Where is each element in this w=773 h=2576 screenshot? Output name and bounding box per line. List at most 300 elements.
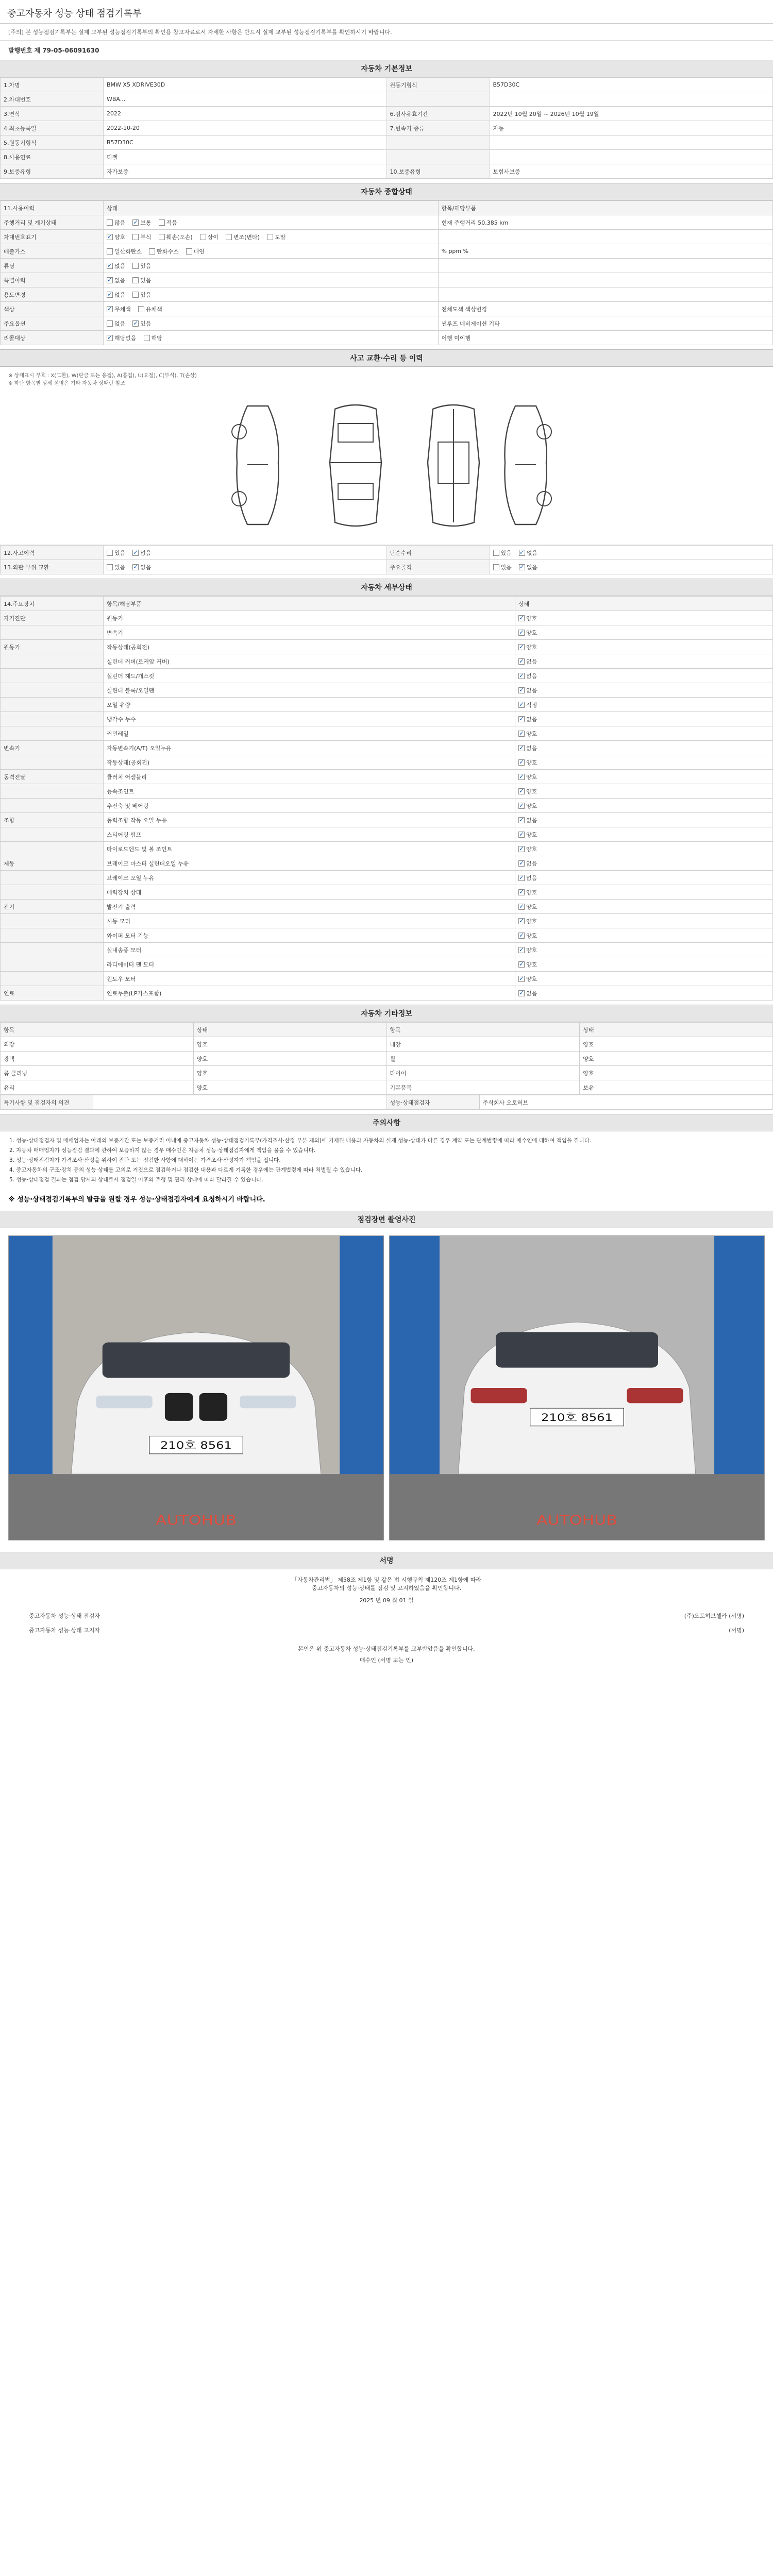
overall-state bbox=[104, 215, 439, 230]
checkbox-icon[interactable] bbox=[518, 889, 525, 895]
note-item: 3. 성능·상태점검자가 가격조사·산정을 위하여 진단 또는 점검한 사항에 대하여는 가격조사·산정자가 책임을 집니다. bbox=[9, 1157, 281, 1163]
checkbox-icon[interactable] bbox=[132, 550, 139, 556]
detail-item: 배력장치 상태 bbox=[104, 885, 515, 900]
overall-option[interactable] bbox=[107, 247, 142, 256]
checkbox-icon[interactable] bbox=[132, 292, 139, 298]
detail-header: 상태 bbox=[515, 597, 773, 611]
other-header: 상태 bbox=[193, 1023, 386, 1037]
checkbox-icon[interactable] bbox=[107, 292, 113, 298]
accident-row bbox=[1, 560, 773, 574]
basic-row bbox=[1, 121, 773, 135]
overall-state bbox=[104, 287, 439, 302]
detail-group: 전기 bbox=[1, 900, 104, 914]
overall-note: % ppm % bbox=[438, 244, 773, 259]
detail-item: 자동변속기(A/T) 오일누유 bbox=[104, 741, 515, 755]
checkbox-icon[interactable] bbox=[107, 550, 113, 556]
overall-option[interactable] bbox=[107, 262, 125, 270]
checkbox-icon[interactable] bbox=[518, 846, 525, 852]
option-label: 해당없음 bbox=[114, 334, 137, 342]
detail-option[interactable] bbox=[518, 802, 537, 810]
sig-notifier-row bbox=[8, 1623, 765, 1637]
checkbox-icon[interactable] bbox=[493, 564, 499, 570]
basic-value: B57D30C bbox=[490, 78, 773, 92]
accident-option[interactable] bbox=[107, 563, 125, 571]
checkbox-icon[interactable] bbox=[159, 234, 165, 240]
detail-state bbox=[515, 741, 773, 755]
checkbox-icon[interactable] bbox=[138, 306, 144, 312]
note-item: 1. 성능·상태점검자 및 매매업자는 아래의 보증기간 또는 보증거리 이내에 중고자동차 성능·상태점검기록부(가격조사·산정 부분 제외)에 기재된 내용과 자동차의 실제 성능·상태가 다른 경우 계약 또는 관계법령에 따라 매수인에 대하여 책임을 집니다. bbox=[9, 1138, 592, 1144]
option-label: 없음 bbox=[114, 262, 126, 269]
overall-note: 이행 미이행 bbox=[438, 331, 773, 345]
checkbox-icon[interactable] bbox=[107, 248, 113, 255]
basic-label: 2.차대번호 bbox=[1, 92, 104, 107]
option-label: 훼손(오손) bbox=[166, 233, 193, 241]
overall-option[interactable] bbox=[138, 305, 162, 313]
detail-item: 클러치 어셈블리 bbox=[104, 770, 515, 784]
overall-state bbox=[104, 244, 439, 259]
basic-row bbox=[1, 78, 773, 92]
overall-option[interactable] bbox=[186, 247, 205, 256]
detail-state-label: 양호 bbox=[526, 643, 537, 651]
overall-option[interactable] bbox=[149, 247, 179, 256]
checkbox-icon[interactable] bbox=[518, 990, 525, 996]
other-cell: 양호 bbox=[193, 1037, 386, 1052]
car-bottom-view-icon bbox=[417, 401, 490, 530]
checkbox-icon[interactable] bbox=[519, 564, 525, 570]
detail-state-label: 양호 bbox=[526, 788, 537, 795]
detail-option[interactable] bbox=[518, 643, 537, 651]
detail-state bbox=[515, 755, 773, 770]
detail-item: 실린더 블록/오일팬 bbox=[104, 683, 515, 698]
detail-state-label: 양호 bbox=[526, 961, 537, 968]
basic-value: B57D30C bbox=[104, 135, 387, 150]
checkbox-icon[interactable] bbox=[144, 335, 150, 341]
option-label: 보통 bbox=[140, 219, 152, 226]
checkbox-icon[interactable] bbox=[132, 263, 139, 269]
detail-state bbox=[515, 669, 773, 683]
detail-row bbox=[1, 986, 773, 1001]
checkbox-icon[interactable] bbox=[107, 219, 113, 226]
rear-photo bbox=[389, 1235, 765, 1540]
checkbox-icon[interactable] bbox=[518, 860, 525, 867]
detail-option[interactable] bbox=[518, 657, 537, 666]
option-label: 부식 bbox=[140, 233, 152, 241]
overall-option[interactable] bbox=[226, 233, 260, 241]
accident-option[interactable] bbox=[519, 563, 537, 571]
detail-group bbox=[1, 625, 104, 640]
other-cell: 휠 bbox=[386, 1052, 580, 1066]
detail-state-label: 양호 bbox=[526, 946, 537, 954]
overall-row bbox=[1, 331, 773, 345]
detail-state bbox=[515, 900, 773, 914]
notice-text: [주의] 본 성능점검기록부는 실제 교부된 성능점검기록부의 확인용 참고자료로서 자세한 사항은 반드시 실제 교부된 성능점검기록부를 확인하시기 바랍니다. bbox=[0, 24, 773, 41]
detail-state bbox=[515, 871, 773, 885]
detail-state-label: 양호 bbox=[526, 802, 537, 809]
detail-row bbox=[1, 770, 773, 784]
overall-state bbox=[104, 331, 439, 345]
page-title: 중고자동차 성능 상태 점검기록부 bbox=[0, 0, 773, 24]
overall-option[interactable] bbox=[267, 233, 285, 241]
detail-group: 조향 bbox=[1, 813, 104, 827]
detail-option[interactable] bbox=[518, 831, 537, 839]
other-cell: 양호 bbox=[193, 1080, 386, 1095]
detail-state bbox=[515, 813, 773, 827]
basic-label: 8.사용연료 bbox=[1, 150, 104, 164]
detail-item: 연료누출(LP가스포함) bbox=[104, 986, 515, 1001]
checkbox-icon[interactable] bbox=[518, 817, 525, 823]
checkbox-icon[interactable] bbox=[518, 875, 525, 881]
detail-state bbox=[515, 928, 773, 943]
overall-row bbox=[1, 273, 773, 287]
detail-table bbox=[0, 596, 773, 1001]
detail-state-label: 양호 bbox=[526, 932, 537, 939]
other-cell: 유리 bbox=[1, 1080, 194, 1095]
overall-header-row bbox=[1, 201, 773, 215]
detail-state bbox=[515, 654, 773, 669]
checkbox-icon[interactable] bbox=[518, 687, 525, 693]
option-label: 탄화수소 bbox=[157, 248, 179, 255]
overall-option[interactable] bbox=[107, 218, 125, 227]
checkbox-icon[interactable] bbox=[518, 630, 525, 636]
accident-option[interactable] bbox=[493, 549, 512, 557]
checkbox-icon[interactable] bbox=[518, 933, 525, 939]
other-row bbox=[1, 1052, 773, 1066]
overall-row bbox=[1, 316, 773, 331]
detail-item: 커먼레일 bbox=[104, 726, 515, 741]
checkbox-icon[interactable] bbox=[518, 759, 525, 766]
basic-value: 디젤 bbox=[104, 150, 387, 164]
detail-row bbox=[1, 842, 773, 856]
basic-row bbox=[1, 135, 773, 150]
detail-group bbox=[1, 669, 104, 683]
detail-item: 냉각수 누수 bbox=[104, 712, 515, 726]
detail-option[interactable] bbox=[518, 758, 537, 767]
option-label: 상이 bbox=[207, 233, 219, 241]
basic-value: 자가보증 bbox=[104, 164, 387, 179]
detail-item: 실린더 헤드/개스킷 bbox=[104, 669, 515, 683]
basic-row bbox=[1, 164, 773, 179]
other-row bbox=[1, 1080, 773, 1095]
basic-value: 2022 bbox=[104, 107, 387, 121]
detail-state bbox=[515, 770, 773, 784]
basic-value: 자동 bbox=[490, 121, 773, 135]
notifier-value: (서명) bbox=[729, 1627, 744, 1634]
accident-label: 주요골격 bbox=[386, 560, 490, 574]
checkbox-icon[interactable] bbox=[518, 904, 525, 910]
detail-state bbox=[515, 986, 773, 1001]
detail-row bbox=[1, 683, 773, 698]
detail-option[interactable] bbox=[518, 874, 537, 882]
checkbox-icon[interactable] bbox=[493, 550, 499, 556]
detail-option[interactable] bbox=[518, 686, 537, 694]
note-item: 4. 중고자동차의 구조·장치 등의 성능·상태를 고의로 거짓으로 점검하거나 점검한 내용과 다르게 기록한 경우에는 관계법령에 따라 처벌될 수 있습니다. bbox=[9, 1167, 363, 1173]
detail-option[interactable] bbox=[518, 931, 537, 940]
detail-row bbox=[1, 654, 773, 669]
checkbox-icon[interactable] bbox=[186, 248, 192, 255]
detail-row bbox=[1, 856, 773, 871]
detail-item: 오일 유량 bbox=[104, 698, 515, 712]
overall-option[interactable] bbox=[132, 233, 151, 241]
option-label: 있음 bbox=[140, 320, 152, 327]
detail-group: 자기진단 bbox=[1, 611, 104, 625]
detail-option[interactable] bbox=[518, 989, 537, 997]
basic-label: 10.보증유형 bbox=[386, 164, 490, 179]
overall-option[interactable] bbox=[132, 291, 151, 299]
accident-option[interactable] bbox=[132, 549, 151, 557]
basic-label: 4.최초등록일 bbox=[1, 121, 104, 135]
detail-group: 동력전달 bbox=[1, 770, 104, 784]
checkbox-icon[interactable] bbox=[518, 918, 525, 924]
detail-option[interactable] bbox=[518, 903, 537, 911]
detail-state bbox=[515, 856, 773, 871]
detail-row bbox=[1, 712, 773, 726]
car-top-view-icon bbox=[320, 401, 392, 530]
detail-option[interactable] bbox=[518, 744, 537, 752]
detail-row bbox=[1, 625, 773, 640]
basic-label: 1.차명 bbox=[1, 78, 104, 92]
other-header-row bbox=[1, 1023, 773, 1037]
checkbox-icon[interactable] bbox=[518, 961, 525, 968]
checkbox-icon[interactable] bbox=[518, 803, 525, 809]
overall-option[interactable] bbox=[132, 319, 151, 328]
overall-state bbox=[104, 316, 439, 331]
detail-option[interactable] bbox=[518, 787, 537, 795]
checkbox-icon[interactable] bbox=[518, 947, 525, 953]
detail-item: 라디에이터 팬 모터 bbox=[104, 957, 515, 972]
option-label: 많음 bbox=[114, 219, 126, 226]
detail-option[interactable] bbox=[518, 672, 537, 680]
option-label: 있음 bbox=[140, 262, 152, 269]
detail-row bbox=[1, 900, 773, 914]
checkbox-icon[interactable] bbox=[518, 716, 525, 722]
checkbox-icon[interactable] bbox=[159, 219, 165, 226]
checkbox-icon[interactable] bbox=[518, 774, 525, 780]
overall-option[interactable] bbox=[144, 334, 162, 342]
overall-note bbox=[438, 259, 773, 273]
overall-row bbox=[1, 215, 773, 230]
overall-row bbox=[1, 230, 773, 244]
checkbox-icon[interactable] bbox=[107, 263, 113, 269]
legend-line-2: ※ 하단 항목별 상세 설명은 기타 자동차 상태란 참조 bbox=[8, 381, 126, 386]
detail-row bbox=[1, 972, 773, 986]
section-detail: 자동차 세부상태 bbox=[0, 579, 773, 596]
detail-group bbox=[1, 799, 104, 813]
detail-group bbox=[1, 928, 104, 943]
accident-label: 단순수리 bbox=[386, 546, 490, 560]
accident-option[interactable] bbox=[107, 549, 125, 557]
option-label: 없음 bbox=[526, 549, 538, 556]
detail-item: 윈도우 모터 bbox=[104, 972, 515, 986]
detail-option[interactable] bbox=[518, 816, 537, 824]
detail-item: 등속조인트 bbox=[104, 784, 515, 799]
checker-label: 중고자동차 성능·상태 점검자 bbox=[29, 1613, 100, 1619]
overall-state bbox=[104, 230, 439, 244]
checkbox-icon[interactable] bbox=[518, 745, 525, 751]
overall-header: 11.사용이력 bbox=[1, 201, 104, 215]
accident-option[interactable] bbox=[132, 563, 151, 571]
detail-option[interactable] bbox=[518, 888, 537, 896]
checkbox-icon[interactable] bbox=[107, 564, 113, 570]
other-cell: 양호 bbox=[580, 1037, 773, 1052]
basic-label bbox=[386, 135, 490, 150]
other-row bbox=[1, 1037, 773, 1052]
detail-state bbox=[515, 683, 773, 698]
basic-value: BMW X5 XDRIVE30D bbox=[104, 78, 387, 92]
detail-state-label: 없음 bbox=[526, 687, 537, 694]
option-label: 없음 bbox=[140, 549, 152, 556]
detail-group bbox=[1, 914, 104, 928]
detail-state-label: 적정 bbox=[526, 701, 537, 708]
detail-option[interactable] bbox=[518, 614, 537, 622]
overall-option[interactable] bbox=[107, 305, 131, 313]
overall-option[interactable] bbox=[132, 262, 151, 270]
section-basic: 자동차 기본정보 bbox=[0, 60, 773, 77]
signature-area bbox=[0, 1569, 773, 1670]
detail-state-label: 양호 bbox=[526, 831, 537, 838]
detail-row bbox=[1, 784, 773, 799]
checkbox-icon[interactable] bbox=[518, 832, 525, 838]
checkbox-icon[interactable] bbox=[149, 248, 155, 255]
detail-option[interactable] bbox=[518, 845, 537, 853]
detail-group bbox=[1, 784, 104, 799]
option-label: 있음 bbox=[140, 291, 152, 298]
checkbox-icon[interactable] bbox=[519, 550, 525, 556]
section-overall: 자동차 종합상태 bbox=[0, 183, 773, 200]
overall-option[interactable] bbox=[107, 319, 125, 328]
note-item: 2. 자동차 매매업자가 성능점검 결과에 관하여 보증하지 않는 경우 매수인은 자동차 성능·상태점검자에게 책임을 물을 수 있습니다. bbox=[9, 1147, 316, 1154]
checkbox-icon[interactable] bbox=[132, 277, 139, 283]
other-cell: 양호 bbox=[193, 1066, 386, 1080]
overall-option[interactable] bbox=[107, 276, 125, 284]
detail-item: 추진축 및 베어링 bbox=[104, 799, 515, 813]
detail-group bbox=[1, 755, 104, 770]
checkbox-icon[interactable] bbox=[107, 335, 113, 341]
checkbox-icon[interactable] bbox=[518, 976, 525, 982]
detail-row bbox=[1, 799, 773, 813]
overall-option[interactable] bbox=[159, 233, 193, 241]
detail-item: 작동상태(공회전) bbox=[104, 640, 515, 654]
detail-state-label: 양호 bbox=[526, 975, 537, 982]
checkbox-icon[interactable] bbox=[518, 658, 525, 665]
overall-label: 리콜대상 bbox=[1, 331, 104, 345]
accident-row bbox=[1, 546, 773, 560]
overall-option[interactable] bbox=[132, 218, 151, 227]
checkbox-icon[interactable] bbox=[518, 702, 525, 708]
basic-label: 7.변속기 종류 bbox=[386, 121, 490, 135]
checkbox-icon[interactable] bbox=[107, 306, 113, 312]
detail-item: 타이로드엔드 및 볼 조인트 bbox=[104, 842, 515, 856]
detail-group bbox=[1, 871, 104, 885]
basic-value: 2022년 10월 20일 ~ 2026년 10월 19일 bbox=[490, 107, 773, 121]
checkbox-icon[interactable] bbox=[518, 673, 525, 679]
detail-option[interactable] bbox=[518, 859, 537, 868]
detail-state-label: 양호 bbox=[526, 845, 537, 853]
detail-item: 동력조향 작동 오일 누유 bbox=[104, 813, 515, 827]
overall-option[interactable] bbox=[107, 233, 125, 241]
rear-plate-text: 210호 8561 bbox=[541, 1412, 613, 1424]
detail-state bbox=[515, 827, 773, 842]
sig-date: 2025 년 09 월 01 일 bbox=[359, 1597, 414, 1604]
basic-label: 원동기형식 bbox=[386, 78, 490, 92]
detail-group bbox=[1, 972, 104, 986]
overall-option[interactable] bbox=[132, 276, 151, 284]
detail-row bbox=[1, 813, 773, 827]
option-label: 양호 bbox=[114, 233, 126, 241]
detail-row bbox=[1, 669, 773, 683]
overall-option[interactable] bbox=[159, 218, 177, 227]
other-cell: 광택 bbox=[1, 1052, 194, 1066]
detail-option[interactable] bbox=[518, 975, 537, 983]
option-label: 해당 bbox=[151, 334, 162, 342]
detail-group bbox=[1, 943, 104, 957]
checkbox-icon[interactable] bbox=[518, 788, 525, 794]
detail-option[interactable] bbox=[518, 715, 537, 723]
checkbox-icon[interactable] bbox=[132, 219, 139, 226]
overall-note bbox=[438, 273, 773, 287]
overall-label: 차대번호표기 bbox=[1, 230, 104, 244]
detail-option[interactable] bbox=[518, 730, 537, 738]
basic-row bbox=[1, 150, 773, 164]
other-cell: 양호 bbox=[580, 1052, 773, 1066]
overall-table bbox=[0, 200, 773, 345]
accident-state bbox=[490, 546, 773, 560]
checkbox-icon[interactable] bbox=[132, 320, 139, 327]
option-label: 있음 bbox=[114, 549, 126, 556]
checkbox-icon[interactable] bbox=[107, 320, 113, 327]
checkbox-icon[interactable] bbox=[518, 615, 525, 621]
checkbox-icon[interactable] bbox=[518, 731, 525, 737]
checkbox-icon[interactable] bbox=[132, 564, 139, 570]
detail-option[interactable] bbox=[518, 701, 537, 709]
checkbox-icon[interactable] bbox=[200, 234, 206, 240]
checkbox-icon[interactable] bbox=[226, 234, 232, 240]
accident-option[interactable] bbox=[519, 549, 537, 557]
checkbox-icon[interactable] bbox=[132, 234, 139, 240]
overall-label: 용도변경 bbox=[1, 287, 104, 302]
notes-warning: ※ 성능·상태점검기록부의 발급을 원할 경우 성능·상태점검자에게 요청하시기 바랍니다. bbox=[8, 1196, 265, 1204]
basic-label: 5.원동기형식 bbox=[1, 135, 104, 150]
checkbox-icon[interactable] bbox=[107, 234, 113, 240]
detail-group bbox=[1, 827, 104, 842]
detail-item: 브레이크 오일 누유 bbox=[104, 871, 515, 885]
detail-option[interactable] bbox=[518, 629, 537, 637]
checkbox-icon[interactable] bbox=[267, 234, 273, 240]
detail-option[interactable] bbox=[518, 773, 537, 781]
basic-value: 보험사보증 bbox=[490, 164, 773, 179]
detail-option[interactable] bbox=[518, 960, 537, 969]
overall-option[interactable] bbox=[107, 291, 125, 299]
other-cell: 타이어 bbox=[386, 1066, 580, 1080]
option-label: 일산화탄소 bbox=[114, 248, 142, 255]
accident-option[interactable] bbox=[493, 563, 512, 571]
overall-label: 주행거리 및 계기상태 bbox=[1, 215, 104, 230]
option-label: 있음 bbox=[114, 564, 126, 571]
detail-state-label: 양호 bbox=[526, 615, 537, 622]
checkbox-icon[interactable] bbox=[107, 277, 113, 283]
overall-option[interactable] bbox=[107, 334, 137, 342]
detail-row bbox=[1, 943, 773, 957]
front-banner-text: AUTOHUB bbox=[156, 1512, 237, 1528]
overall-note: 현재 주행거리 50,385 km bbox=[438, 215, 773, 230]
detail-option[interactable] bbox=[518, 946, 537, 954]
checkbox-icon[interactable] bbox=[518, 644, 525, 650]
accident-state bbox=[104, 560, 387, 574]
overall-option[interactable] bbox=[200, 233, 219, 241]
accident-legend bbox=[0, 367, 773, 391]
note-item: 5. 성능·상태점검 결과는 점검 당시의 상태로서 점검일 이후의 주행 및 관리 상태에 따라 달라질 수 있습니다. bbox=[9, 1177, 263, 1183]
detail-option[interactable] bbox=[518, 917, 537, 925]
sig-buyer: 매수인 (서명 또는 인) bbox=[359, 1657, 414, 1664]
